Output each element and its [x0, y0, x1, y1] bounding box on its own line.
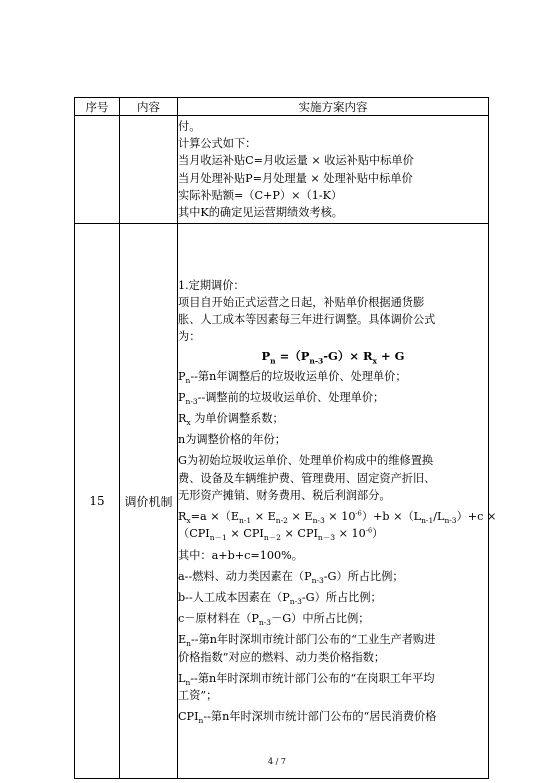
- share-b: b--人工成本因素在$(P_{n-3}-G)$所占比例；: [178, 590, 382, 607]
- header-serial-number: 序号: [75, 98, 120, 116]
- definition-ln: 工资”；: [178, 688, 218, 702]
- text-line: 项目自开始正式运营之日起，补贴单价根据通货膨: [178, 295, 425, 309]
- definition-pn: $P_n--$第n年调整后的垃圾收运单价、处理单价；: [178, 369, 407, 385]
- cell-number-empty: [75, 116, 120, 224]
- coefficient-sum: 其中：a+b+c=100%。: [178, 548, 303, 562]
- text-line: 当月处理补贴P=月处理量 × 处理补贴中标单价: [178, 171, 413, 185]
- header-plan-content: 实施方案内容: [178, 98, 489, 116]
- text-line: 其中K的确定见运营期绩效考核。: [178, 205, 343, 219]
- row-item-name: 调价机制: [120, 224, 178, 779]
- share-c: c－原材料在$(P_{n-3}-G)$中所占比例；: [178, 612, 370, 628]
- adjustment-formula: $P_n =(P_{n-3}-G)\times R_x + G$: [261, 349, 405, 366]
- definition-ln: $L_n--$第n年时深圳市统计部门公布的“在岗职工年平均: [178, 671, 435, 687]
- definition-cpi: $CPI_n--$第n年时深圳市统计部门公布的“居民消费价格: [178, 710, 437, 726]
- table-header-row: [75, 98, 489, 116]
- table-row-15: [75, 224, 489, 779]
- definition-n: n为调整价格的年份；: [178, 433, 286, 447]
- definition-pn3: $P_{n-3}--$调整前的垃圾收运单价、处理单价；: [178, 390, 385, 407]
- row-number: 15: [75, 224, 120, 779]
- share-a: a--燃料、动力类因素在$(P_{n-3}-G)$所占比例；: [178, 569, 404, 585]
- text-line: 计算公式如下：: [178, 137, 257, 151]
- cell-item-empty: [120, 116, 178, 224]
- rx-formula: $(CPI_{n-1} \times CPI_{n-2} \times CPI_{n-3} \times 10^{-6})$: [178, 526, 384, 543]
- cell-price-adjustment: [178, 224, 497, 779]
- implementation-plan-table: [74, 97, 497, 779]
- definition-en: $E_n--$第n年时深圳市统计部门公布的“工业生产者购进: [178, 633, 436, 649]
- text-line: 为：: [178, 330, 201, 344]
- definition-g: 费、设备及车辆维护费、管理费用、固定资产折旧、: [178, 471, 436, 485]
- page-number: 4 / 7: [268, 757, 286, 766]
- definition-g: 无形资产摊销、财务费用、税后利润部分。: [178, 488, 391, 502]
- table-row-continued: [75, 116, 489, 224]
- definition-en: 价格指数”对应的燃料、动力类价格指数；: [178, 650, 386, 664]
- definition-g: G为初始垃圾收运单价、处理单价构成中的维修置换: [178, 454, 434, 468]
- text-line: 付。: [178, 119, 201, 133]
- text-line: 实际补贴额=（C+P）×（1-K）: [178, 188, 343, 202]
- definition-rx: $R_x$ 为单价调整系数；: [178, 412, 284, 428]
- header-content: 内容: [120, 98, 178, 116]
- text-line: 胀、人工成本等因素每三年进行调整。具体调价公式: [178, 313, 436, 327]
- section-heading: 1.定期调价：: [178, 278, 245, 292]
- rx-formula: $R_x=a \times(E_{n-1} \times E_{n-2} \times E_{n-3} \times 10^{-6})+b \times(L_{n-1}/L_{n-3})+c$ ×: [178, 509, 497, 526]
- cell-subsidy-calculation: [178, 116, 489, 224]
- text-line: 当月收运补贴C=月收运量 × 收运补贴中标单价: [178, 154, 414, 168]
